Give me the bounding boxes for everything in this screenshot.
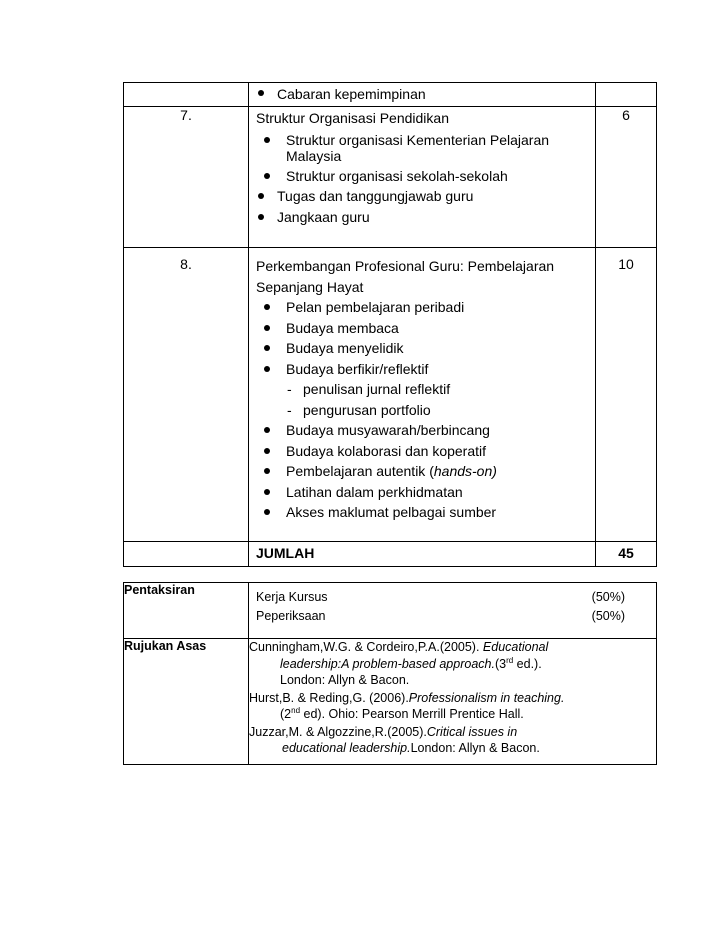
row-number: 8.: [124, 248, 249, 542]
table-row: [124, 83, 657, 107]
list-item: Akses maklumat pelbagai sumber: [256, 502, 595, 523]
assessment-item: Peperiksaan (50%): [256, 609, 625, 623]
total-label: JUMLAH: [249, 542, 596, 567]
list-item: Budaya menyelidik: [256, 338, 595, 359]
references-label: Rujukan Asas: [124, 639, 249, 765]
references-list: Cunningham,W.G. & Cordeiro,P.A.(2005). Educational leadership:A problem-based approach.(3rd ed.). London: Allyn & Bacon. Hurst,B. & Reding,G. (2006).Professionalism in teaching. (2nd ed). Ohio: Pearson Merrill Prentice Hall. Juzzar,M. & Algozzine,R.(2005).Critical issues in educational leadership.London: Allyn & Bacon.: [249, 639, 657, 765]
list-item: Pembelajaran autentik (hands-on): [256, 461, 595, 482]
sub-list-item: - pengurusan portfolio: [287, 401, 431, 418]
topics-table: [123, 82, 657, 567]
reference-2: Hurst,B. & Reding,G. (2006).Professionalism in teaching.: [249, 690, 565, 705]
reference-3: Juzzar,M. & Algozzine,R.(2005).Critical issues in: [249, 724, 518, 739]
sub-list-item: - penulisan jurnal reflektif: [287, 381, 451, 397]
row-hours: 6: [596, 107, 657, 248]
row-hours: 10: [596, 248, 657, 542]
table-row: [124, 639, 657, 765]
list-item: Struktur organisasi sekolah-sekolah: [256, 166, 595, 187]
row-number: 7.: [124, 107, 249, 248]
list-item: Budaya membaca: [256, 318, 595, 339]
list-item: Pelan pembelajaran peribadi: [256, 297, 595, 318]
table-row: [124, 107, 657, 248]
table-row: [124, 248, 657, 542]
assessment-label: Pentaksiran: [124, 583, 249, 639]
row-title-line1: Perkembangan Profesional Guru: Pembelajaran: [256, 258, 555, 274]
assessment-item: Kerja Kursus (50%): [256, 590, 625, 604]
info-table: [123, 582, 657, 765]
list-item: Budaya musyawarah/berbincang: [256, 420, 595, 441]
total-row: [124, 542, 657, 567]
list-item: Cabaran kepemimpinan: [256, 83, 595, 105]
list-item: Latihan dalam perkhidmatan: [256, 482, 595, 503]
list-item: Jangkaan guru: [256, 207, 595, 228]
list-item: Tugas dan tanggungjawab guru: [256, 186, 595, 207]
total-value: 45: [596, 542, 657, 567]
list-item: Struktur organisasi Kementerian Pelajaran Malaysia: [256, 129, 595, 166]
list-item: Budaya berfikir/reflektif: [256, 359, 595, 380]
row-title: Struktur Organisasi Pendidikan: [256, 110, 449, 126]
row-title-line2: Sepanjang Hayat: [256, 278, 364, 295]
reference-1: Cunningham,W.G. & Cordeiro,P.A.(2005). Educational: [249, 640, 549, 654]
list-item: Budaya kolaborasi dan koperatif: [256, 441, 595, 462]
table-row: [124, 583, 657, 639]
